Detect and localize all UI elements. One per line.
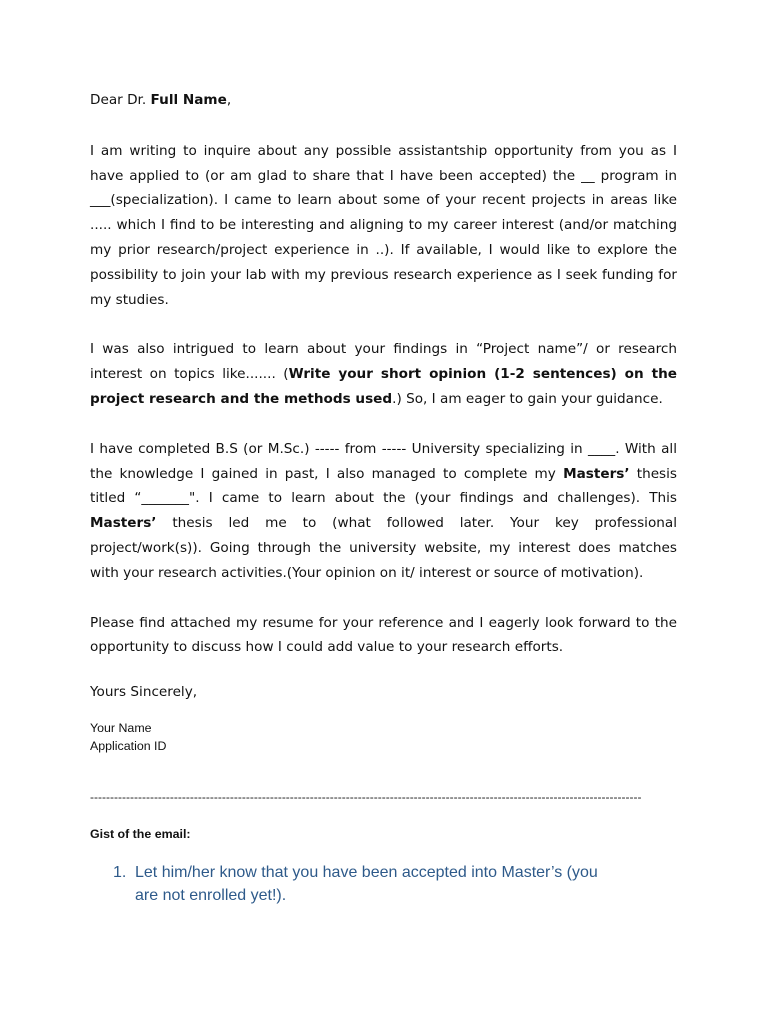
masters-bold-1: Masters’ (563, 465, 630, 482)
salutation-name: Full Name (150, 92, 227, 108)
paragraph-resume: Please find attached my resume for your reference and I eagerly look forward to the opportunity to discuss how I could add value to your research efforts. (90, 614, 677, 656)
paragraph-background-text-a: I have completed B.S (or M.Sc.) ----- from ----- University specializing in ____. With all the knowledge I gained in past, I also managed to complete my (90, 440, 677, 482)
salutation-prefix: Dear Dr. (90, 92, 151, 108)
gist-list (90, 861, 677, 907)
paragraph-intro: I am writing to inquire about any possible assistantship opportunity from you as I have applied to (or am glad to share that I have been accepted) the __ program in ___(specialization). I came to learn about some of your recent projects in areas like ..... which I find to be interesting and aligning to my career interest (and/or matching my prior research/project experience in ..). If available, I would like to explore the possibility to join your lab with my previous research experience as I seek funding for my studies. (90, 142, 677, 308)
masters-bold-2: Masters’ (90, 515, 157, 532)
signature-name: Your Name (90, 720, 152, 735)
list-item-number: 1. (113, 863, 127, 881)
paragraph-findings (90, 337, 677, 411)
salutation-suffix: , (226, 92, 232, 108)
paragraph-findings-text-b: .) So, I am eager to gain your guidance. (392, 390, 663, 407)
paragraph-findings-bold: Write your short opinion (1-2 sentences) on the project research and the methods used (90, 366, 677, 407)
paragraph-background (90, 437, 677, 586)
closing: Yours Sincerely, (90, 684, 198, 701)
paragraph-background-text-c: thesis led me to (what followed later. Your key professional project/work(s)). Going through the university website, my interest does matches with your research activities.(Your opinion on it/ interest or source of motivation). (90, 515, 677, 581)
divider-line: ------------------------------------------------------------------------------------------------------------------------------------------ (90, 789, 642, 804)
letter-page (90, 88, 677, 907)
salutation (90, 88, 677, 113)
list-item-text: Let him/her know that you have been accepted into Master’s (you are not enrolled yet!). (135, 863, 598, 904)
signature-application-id: Application ID (90, 738, 167, 753)
paragraph-background-text-b: thesis titled “_______". I came to learn about the (your findings and challenges). This (90, 465, 677, 507)
gist-title: Gist of the email: (90, 826, 191, 841)
paragraph-findings-text-a: I was also intrigued to learn about your findings in “Project name”/ or research interest on topics like....... ( (90, 341, 677, 383)
list-item (90, 861, 677, 907)
